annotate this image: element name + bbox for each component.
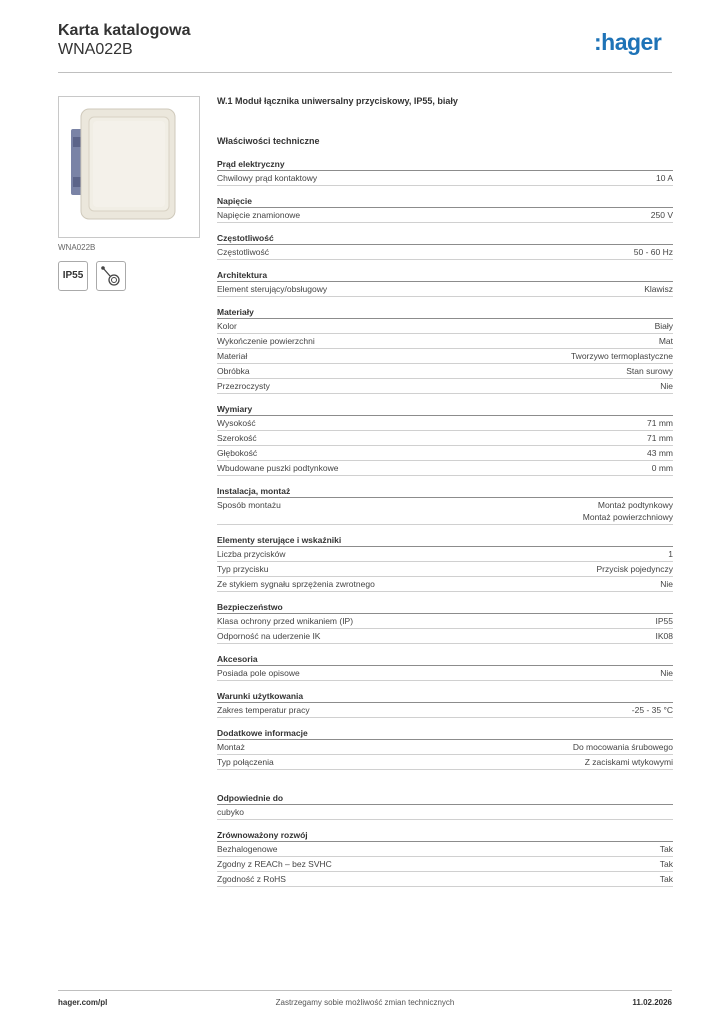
spec-value: [652, 462, 673, 474]
spec-label: Posiada pole opisowe: [217, 668, 300, 678]
spec-section: [217, 653, 673, 681]
spec-row: [217, 498, 673, 525]
spec-row: [217, 703, 673, 718]
footer-website: hager.com/pl: [58, 998, 108, 1007]
spec-row: [217, 334, 673, 349]
spec-row: [217, 208, 673, 223]
spec-label: Zgodność z RoHS: [217, 874, 286, 884]
spec-label: Wysokość: [217, 418, 256, 428]
spec-value-line: 50 - 60 Hz: [633, 247, 673, 257]
spec-value-line: 0 mm: [651, 463, 673, 473]
spec-row: [217, 629, 673, 644]
spec-value: [647, 447, 673, 459]
spec-row: [217, 461, 673, 476]
spec-label: Wykończenie powierzchni: [217, 336, 315, 346]
spec-value: [656, 630, 674, 642]
section-heading: Instalacja, montaż: [217, 485, 673, 498]
spec-value-line: 43 mm: [647, 448, 673, 458]
spec-value-line: IK08: [655, 631, 673, 641]
spec-value: [573, 741, 673, 753]
ip55-badge: [58, 261, 88, 291]
spec-section: [217, 534, 673, 592]
footer-divider: [58, 990, 672, 991]
spec-value-line: Nie: [660, 381, 673, 391]
spec-row: [217, 171, 673, 186]
section-heading: Dodatkowe informacje: [217, 727, 673, 740]
spec-row: [217, 614, 673, 629]
spec-label: Liczba przycisków: [217, 549, 286, 559]
ik-impact-icon: [97, 262, 125, 290]
spec-section: [217, 690, 673, 718]
spec-row: [217, 872, 673, 887]
spec-section: [217, 195, 673, 223]
section-heading: Bezpieczeństwo: [217, 601, 673, 614]
section-heading: Częstotliwość: [217, 232, 673, 245]
spec-value-line: Stan surowy: [626, 366, 673, 376]
section-heading: Warunki użytkowania: [217, 690, 673, 703]
spec-value: [660, 667, 673, 679]
spec-label: Zgodny z REACh – bez SVHC: [217, 859, 332, 869]
spec-section: [217, 232, 673, 260]
document-title: Karta katalogowa: [58, 22, 191, 39]
spec-value: [660, 858, 673, 870]
spec-value: [660, 843, 673, 855]
spec-section: [217, 269, 673, 297]
spec-section: [217, 727, 673, 770]
spec-label: Element sterujący/obsługowy: [217, 284, 328, 294]
spec-label: Obróbka: [217, 366, 250, 376]
spec-label: Szerokość: [217, 433, 257, 443]
spec-value-line: IP55: [655, 616, 673, 626]
spec-row: [217, 349, 673, 364]
spec-label: Napięcie znamionowe: [217, 210, 301, 220]
spec-row: [217, 245, 673, 260]
spec-value: [655, 320, 673, 332]
switch-module-image: [59, 97, 199, 237]
spec-value-line: Przycisk pojedynczy: [596, 564, 673, 574]
spec-section: [217, 158, 673, 186]
spec-value-line: Montaż podtynkowy: [597, 500, 673, 510]
spec-value: [626, 365, 673, 377]
spec-row: [217, 842, 673, 857]
product-title: W.1 Moduł łącznika uniwersalny przyciskowy, IP55, biały: [217, 96, 458, 106]
spec-label: Chwilowy prąd kontaktowy: [217, 173, 318, 183]
spec-value: [632, 704, 673, 716]
spec-label: Odporność na uderzenie IK: [217, 631, 321, 641]
spec-label: Przezroczysty: [217, 381, 270, 391]
section-heading: Wymiary: [217, 403, 673, 416]
spec-label: Typ połączenia: [217, 757, 274, 767]
spec-label: Klasa ochrony przed wnikaniem (IP): [217, 616, 354, 626]
spec-section: [217, 403, 673, 476]
spec-label: Częstotliwość: [217, 247, 269, 257]
spec-value-line: Montaż powierzchniowy: [582, 512, 673, 522]
spec-label: Wbudowane puszki podtynkowe: [217, 463, 339, 473]
section-heading: Napięcie: [217, 195, 673, 208]
spec-value: [596, 563, 673, 575]
ik-badge: [96, 261, 126, 291]
spec-value: [651, 209, 673, 221]
spec-row: [217, 364, 673, 379]
svg-text::hager: :hager: [594, 29, 662, 55]
header-divider: [58, 72, 672, 73]
spec-row: [217, 431, 673, 446]
spec-row: [217, 319, 673, 334]
spec-section: [217, 792, 673, 820]
hager-logo: [594, 29, 674, 55]
spec-row: [217, 416, 673, 431]
spec-label: Montaż: [217, 742, 245, 752]
spec-row: [217, 547, 673, 562]
spec-sections: [217, 158, 673, 887]
spec-label: Materiał: [217, 351, 248, 361]
spec-row: [217, 562, 673, 577]
spec-section: [217, 485, 673, 525]
spec-label: Bezhalogenowe: [217, 844, 278, 854]
spec-value: [647, 417, 673, 429]
spec-value-line: Tak: [659, 859, 673, 869]
spec-value-line: 71 mm: [647, 433, 673, 443]
spec-section: [217, 306, 673, 394]
footer-date: 11.02.2026: [632, 998, 672, 1007]
section-heading: Odpowiednie do: [217, 792, 673, 805]
spec-value-line: Biały: [654, 321, 673, 331]
spec-value-line: 250 V: [650, 210, 673, 220]
spec-label: Ze stykiem sygnału sprzężenia zwrotnego: [217, 579, 375, 589]
product-image-caption: WNA022B: [58, 243, 96, 252]
spec-value-line: 1: [668, 549, 673, 559]
spec-value: [585, 756, 673, 768]
spec-value: [647, 432, 673, 444]
product-image-frame: [58, 96, 200, 238]
spec-value: [668, 548, 673, 560]
spec-value-line: Nie: [660, 579, 673, 589]
spec-section: [217, 829, 673, 887]
section-heading: Prąd elektryczny: [217, 158, 673, 171]
spec-value: [571, 350, 673, 362]
spec-value-line: Tak: [659, 844, 673, 854]
spec-value-line: Mat: [658, 336, 673, 346]
spec-label: Typ przycisku: [217, 564, 269, 574]
section-heading: Materiały: [217, 306, 673, 319]
spec-label: cubyko: [217, 807, 244, 817]
spec-value: [660, 380, 673, 392]
spec-content: [217, 96, 673, 896]
section-heading: Elementy sterujące i wskaźniki: [217, 534, 673, 547]
ip-badge-label: IP55: [62, 270, 84, 281]
spec-label: Głębokość: [217, 448, 258, 458]
section-heading: Zrównoważony rozwój: [217, 829, 673, 842]
spec-row: [217, 282, 673, 297]
spec-value-line: 10 A: [655, 173, 673, 183]
spec-row: [217, 740, 673, 755]
spec-value-line: Nie: [660, 668, 673, 678]
spec-row: [217, 577, 673, 592]
tech-properties-heading: Właściwości techniczne: [217, 136, 320, 146]
product-code-header: WNA022B: [58, 41, 133, 58]
spec-value-line: Do mocowania śrubowego: [572, 742, 673, 752]
spec-label: Zakres temperatur pracy: [217, 705, 310, 715]
spec-row: [217, 446, 673, 461]
section-heading: Akcesoria: [217, 653, 673, 666]
spec-value-line: Z zaciskami wtykowymi: [584, 757, 673, 767]
spec-value-line: Tworzywo termoplastyczne: [570, 351, 673, 361]
spec-section: [217, 601, 673, 644]
spec-value: [583, 499, 673, 523]
page-header: [58, 21, 190, 59]
spec-value-line: Tak: [659, 874, 673, 884]
footer-disclaimer: Zastrzegamy sobie możliwość zmian technicznych: [275, 998, 455, 1007]
spec-value-line: 71 mm: [647, 418, 673, 428]
spec-value: [656, 172, 673, 184]
spec-row: [217, 857, 673, 872]
spec-label: Sposób montażu: [217, 500, 281, 510]
spec-row: [217, 379, 673, 394]
spec-row: [217, 666, 673, 681]
spec-label: Kolor: [217, 321, 237, 331]
spec-row: [217, 805, 673, 820]
spec-value-line: -25 - 35 °C: [631, 705, 673, 715]
section-heading: Architektura: [217, 269, 673, 282]
spec-value: [660, 873, 673, 885]
spec-value: [644, 283, 673, 295]
spec-row: [217, 755, 673, 770]
spec-value: [659, 335, 673, 347]
spec-value: [660, 578, 673, 590]
spec-value-line: Klawisz: [644, 284, 673, 294]
spec-value: [634, 246, 673, 258]
spec-value: [656, 615, 674, 627]
